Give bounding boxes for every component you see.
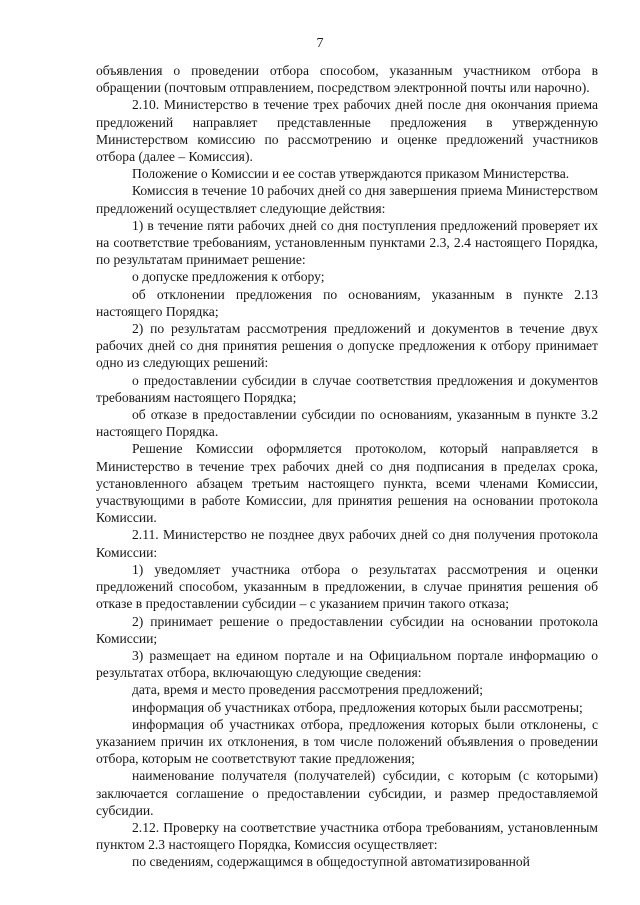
paragraph: 1) уведомляет участника отбора о результатах рассмотрения и оценки предложений способом, указанным в предложении, в случае принятия решения об отказе в предоставлении субсидии – с указанием причин такого отказа; bbox=[96, 561, 598, 612]
paragraph: о допуске предложения к отбору; bbox=[132, 269, 325, 285]
paragraph: наименование получателя (получателей) субсидии, с которым (с которыми) заключается соглашение о предоставлении субсидии, и размер предоставляемой субсидии. bbox=[96, 768, 598, 818]
paragraph: о предоставлении субсидии в случае соответствия предложения и документов требованиям настоящего Порядка; bbox=[96, 372, 598, 405]
paragraph: 2) по результатам рассмотрения предложений и документов в течение двух рабочих дней со дня принятия решения о допуске предложения к отбору принимает одно из следующих решений: bbox=[96, 321, 598, 371]
paragraph: 1) в течение пяти рабочих дней со дня поступления предложений проверяет их на соответствие требованиям, установленным пунктами 2.3, 2.4 настоящего Порядка, по результатам принимает решение: bbox=[96, 217, 598, 268]
paragraph: 2) принимает решение о предоставлении субсидии на основании протокола Комиссии; bbox=[96, 613, 598, 646]
paragraph: Комиссия в течение 10 рабочих дней со дня завершения приема Министерством предложений осуществляет следующие действия: bbox=[96, 183, 598, 216]
paragraph: Положение о Комиссии и ее состав утверждаются приказом Министерства. bbox=[132, 166, 570, 182]
paragraph: 2.11. Министерство не позднее двух рабочих дней со дня получения протокола Комиссии: bbox=[96, 527, 598, 560]
paragraph: информация об участниках отбора, предложения которых были рассмотрены; bbox=[132, 699, 583, 715]
paragraph: дата, время и место проведения рассмотрения предложений; bbox=[132, 682, 484, 698]
paragraph: 2.12. Проверку на соответствие участника отбора требованиям, установленным пунктом 2.3 настоящего Порядка, Комиссия осуществляет: bbox=[96, 819, 598, 853]
paragraph: об отклонении предложения по основаниям, указанным в пункте 2.13 настоящего Порядка; bbox=[96, 286, 598, 319]
page-number: 7 bbox=[316, 36, 324, 51]
paragraph: объявления о проведении отбора способом, указанным участником отбора в обращении (почтовым отправлением, посредством электронной почты или нарочно). bbox=[96, 63, 598, 96]
paragraph: информация об участниках отбора, предложения которых были отклонены, с указанием причин их отклонения, в том числе положений объявления о проведении отбора, которым не соответствуют такие предложения; bbox=[96, 716, 598, 767]
paragraph: 2.10. Министерство в течение трех рабочих дней после дня окончания приема предложений направляет представленные предложения в утвержденную Министерством комиссию по рассмотрению и оценке предложений участников отбора (далее – Комиссия). bbox=[96, 97, 598, 165]
document-body bbox=[96, 62, 598, 871]
paragraph: об отказе в предоставлении субсидии по основаниям, указанным в пункте 3.2 настоящего Порядка. bbox=[96, 407, 598, 440]
paragraph: 3) размещает на едином портале и на Официальном портале информацию о результатах отбора, включающую следующие сведения: bbox=[96, 647, 598, 681]
paragraph: Решение Комиссии оформляется протоколом, который направляется в Министерство в течение трех рабочих дней со дня подписания в пределах срока, установленного абзацем третьим настоящего пункта, всеми членами Комиссии, участвующими в работе Комиссии, для принятия решения на основании протокола Комиссии. bbox=[96, 441, 598, 526]
paragraph: по сведениям, содержащимся в общедоступной автоматизированной bbox=[132, 854, 530, 870]
